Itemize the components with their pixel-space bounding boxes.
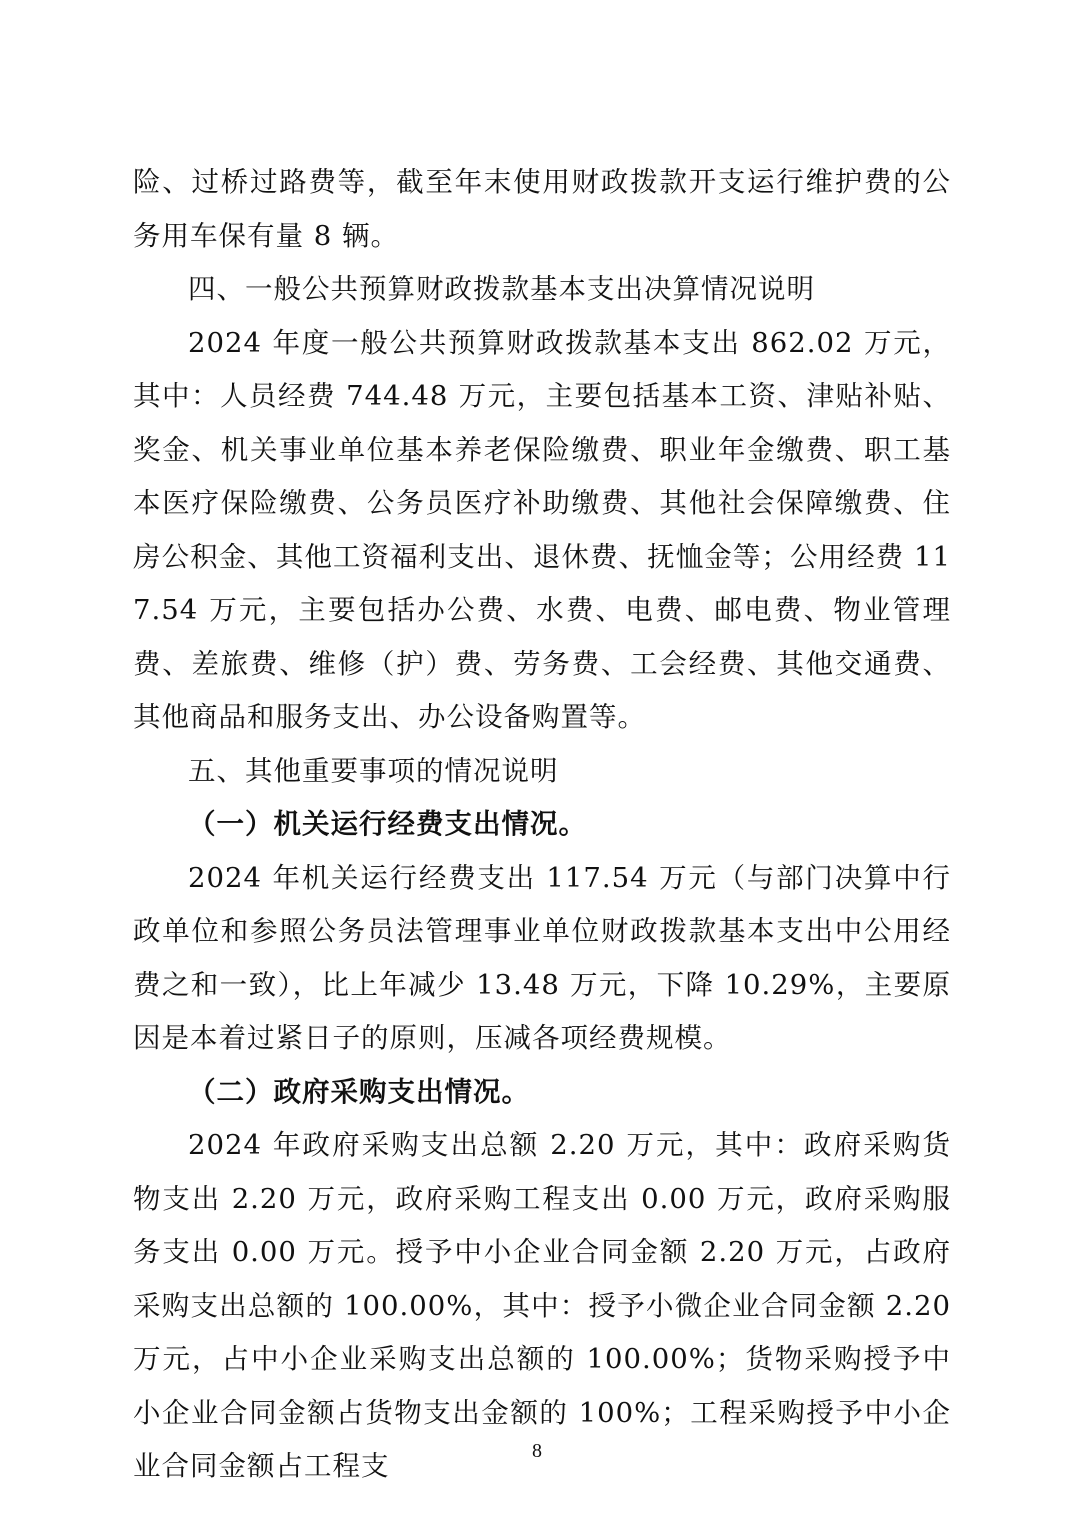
paragraph-government-procurement: 2024 年政府采购支出总额 2.20 万元，其中：政府采购货物支出 2.20 万元，政府采购工程支出 0.00 万元，政府采购服务支出 0.00 万元。授予中小企业合同金额 2.20 万元，占政府采购支出总额的 100.00%，其中：授予小微企业合同金额 2.20 万元，占中小企业采购支出总额的 100.00%；货物采购授予中小企业合同金额占货物支出金额的 100%；工程采购授予中小企业合同金额占工程支: [133, 1129, 951, 1482]
subsection-heading-1: （一）机关运行经费支出情况。: [188, 808, 587, 840]
document-body: [133, 156, 951, 1494]
section-heading-5: 五、其他重要事项的情况说明: [188, 754, 559, 787]
paragraph-continuation: 险、过桥过路费等，截至年末使用财政拨款开支运行维护费的公务用车保有量 8 辆。: [133, 166, 951, 252]
subsection-heading-2: （二）政府采购支出情况。: [188, 1075, 530, 1108]
section-heading-4: 四、一般公共预算财政拨款基本支出决算情况说明: [188, 273, 815, 305]
page-number: 8: [532, 1440, 542, 1462]
paragraph-basic-expenditure: 2024 年度一般公共预算财政拨款基本支出 862.02 万元，其中：人员经费 744.48 万元，主要包括基本工资、津贴补贴、奖金、机关事业单位基本养老保险缴费、职业年金缴费、职工基本医疗保险缴费、公务员医疗补助缴费、其他社会保障缴费、住房公积金、其他工资福利支出、退休费、抚恤金等；公用经费 117.54 万元，主要包括办公费、水费、电费、邮电费、物业管理费、差旅费、维修（护）费、劳务费、工会经费、其他交通费、其他商品和服务支出、办公设备购置等。: [133, 326, 951, 733]
paragraph-operating-expenses: 2024 年机关运行经费支出 117.54 万元（与部门决算中行政单位和参照公务员法管理事业单位财政拨款基本支出中公用经费之和一致），比上年减少 13.48 万元，下降 10.29%，主要原因是本着过紧日子的原则，压减各项经费规模。: [133, 861, 951, 1054]
